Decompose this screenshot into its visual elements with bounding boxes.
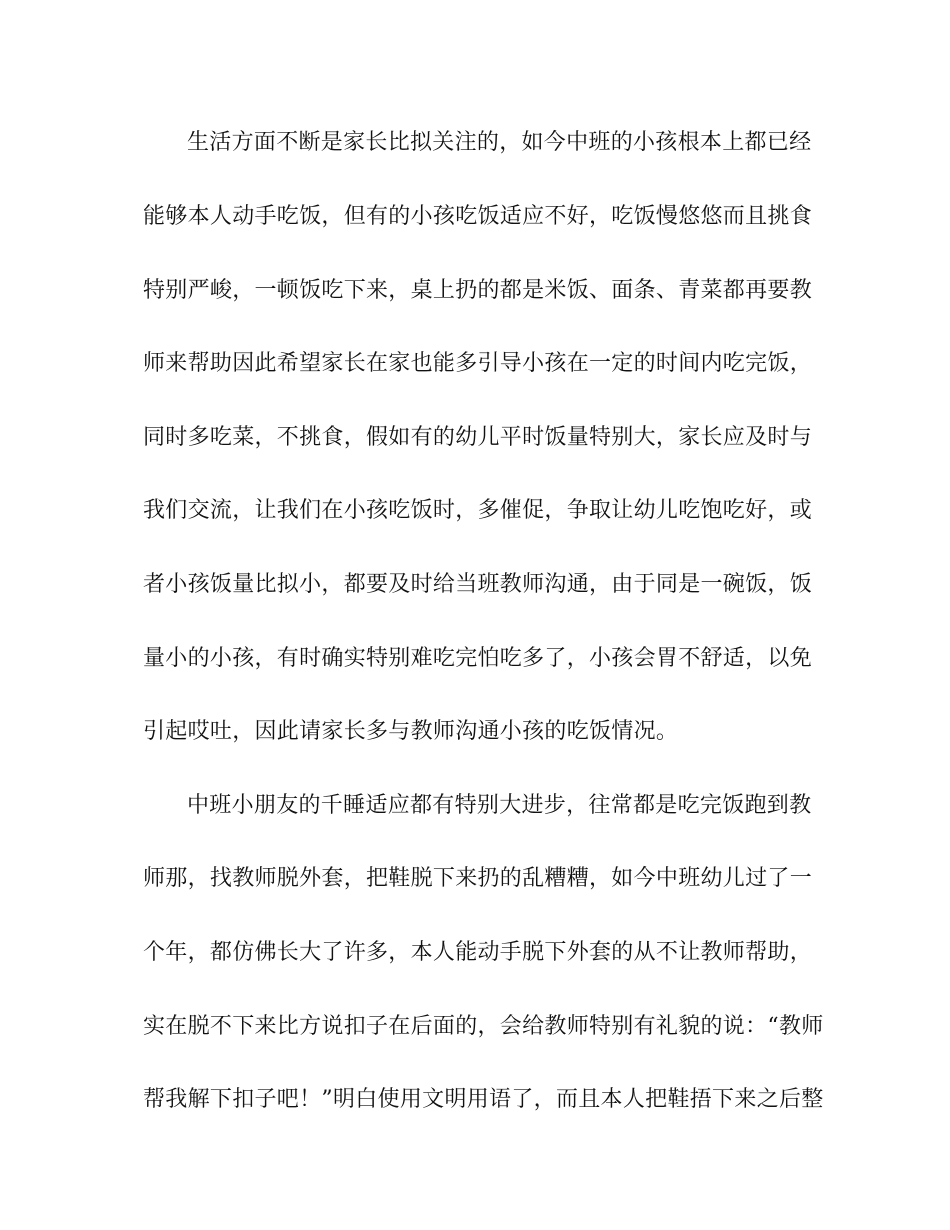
- paragraph-2-line-3: 个年，都仿佛长大了许多，本人能动手脱下外套的从不让教师帮助，: [143, 940, 813, 965]
- paragraph-1-line-4: 师来帮助因此希望家长在家也能多引导小孩在一定的时间内吃完饭，: [143, 351, 813, 376]
- paragraph-1-line-8: 量小的小孩，有时确实特别难吃完怕吃多了，小孩会胃不舒适，以免: [143, 646, 813, 671]
- paragraph-1-line-7: 者小孩饭量比拟小，都要及时给当班教师沟通，由于同是一碗饭，饭: [143, 572, 813, 597]
- paragraph-1-line-3: 特别严峻，一顿饭吃下来，桌上扔的都是米饭、面条、青菜都再要教: [143, 278, 813, 303]
- paragraph-2-line-4: 实在脱不下来比方说扣子在后面的，会给教师特别有礼貌的说：“教师: [143, 1014, 824, 1039]
- paragraph-1-line-5: 同时多吃菜，不挑食，假如有的幼儿平时饭量特别大，家长应及时与: [143, 425, 813, 450]
- paragraph-2-line-2: 师那，找教师脱外套，把鞋脱下来扔的乱糟糟，如今中班幼儿过了一: [143, 866, 813, 891]
- paragraph-1-line-1: 生活方面不断是家长比拟关注的，如今中班的小孩根本上都已经: [187, 130, 812, 155]
- paragraph-1-line-2: 能够本人动手吃饭，但有的小孩吃饭适应不好，吃饭慢悠悠而且挑食: [143, 204, 813, 229]
- paragraph-2-line-1: 中班小朋友的千睡适应都有特别大进步，往常都是吃完饭跑到教: [187, 793, 812, 818]
- paragraph-1-line-6: 我们交流，让我们在小孩吃饭时，多催促，争取让幼儿吃饱吃好，或: [143, 498, 813, 523]
- paragraph-1-line-9: 引起哎吐，因此请家长多与教师沟通小孩的吃饭情况。: [143, 719, 679, 744]
- paragraph-2-line-5: 帮我解下扣子吧！”明白使用文明用语了，而且本人把鞋捂下来之后整: [143, 1087, 824, 1112]
